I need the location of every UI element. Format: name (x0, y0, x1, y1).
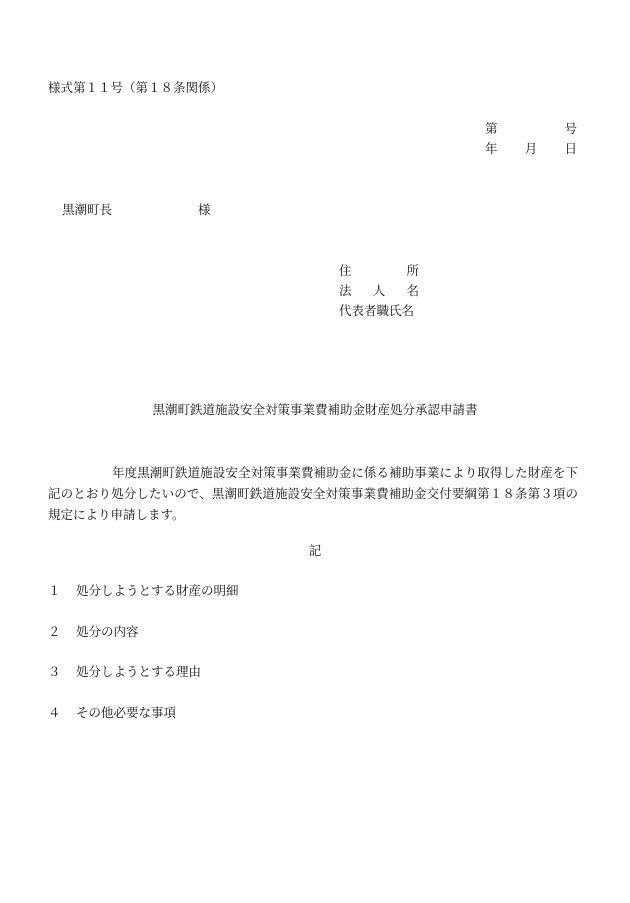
item-number: ３ (48, 664, 61, 679)
item-label: 処分しようとする理由 (76, 664, 202, 679)
item-number: １ (48, 583, 61, 598)
list-item (48, 585, 239, 598)
address-label-char-1: 住 (339, 263, 352, 278)
ki-heading: 記 (308, 543, 322, 558)
applicant-representative-label: 代表者職氏名 (339, 303, 415, 318)
item-label: その他必要な事項 (76, 705, 177, 720)
item-number: ２ (48, 624, 61, 639)
date-line (485, 143, 577, 156)
addressee-name: 黒潮町長 (62, 202, 113, 217)
corp-label-char-3: 名 (406, 283, 419, 298)
list-item (48, 626, 139, 639)
item-label: 処分しようとする財産の明細 (76, 583, 239, 598)
date-day-label: 日 (564, 141, 577, 156)
list-item (48, 707, 176, 720)
applicant-corporation-label (339, 285, 419, 298)
item-label: 処分の内容 (76, 624, 139, 639)
applicant-address-label (339, 265, 419, 278)
list-item (48, 666, 201, 679)
document-title: 黒潮町鉄道施設安全対策事業費補助金財産処分承認申請書 (152, 402, 478, 417)
date-month-label: 月 (524, 141, 538, 156)
document-number-suffix: 号 (564, 121, 577, 136)
document-number-prefix: 第 (485, 121, 498, 136)
form-number: 様式第１１号（第１８条関係） (48, 80, 224, 95)
document-number-line (485, 123, 577, 136)
address-label-char-2: 所 (406, 263, 419, 278)
date-year-label: 年 (485, 141, 498, 156)
corp-label-char-1: 法 (339, 283, 352, 298)
body-paragraph: 年度黒潮町鉄道施設安全対策事業費補助金に係る補助事業により取得した財産を下記のとおり処分したいので、黒潮町鉄道施設安全対策事業費補助金交付要綱第１８条第３項の規定により申請します。 (48, 465, 578, 522)
corp-label-char-2: 人 (372, 283, 386, 298)
item-number: ４ (48, 705, 61, 720)
addressee-honorific: 様 (198, 202, 211, 217)
